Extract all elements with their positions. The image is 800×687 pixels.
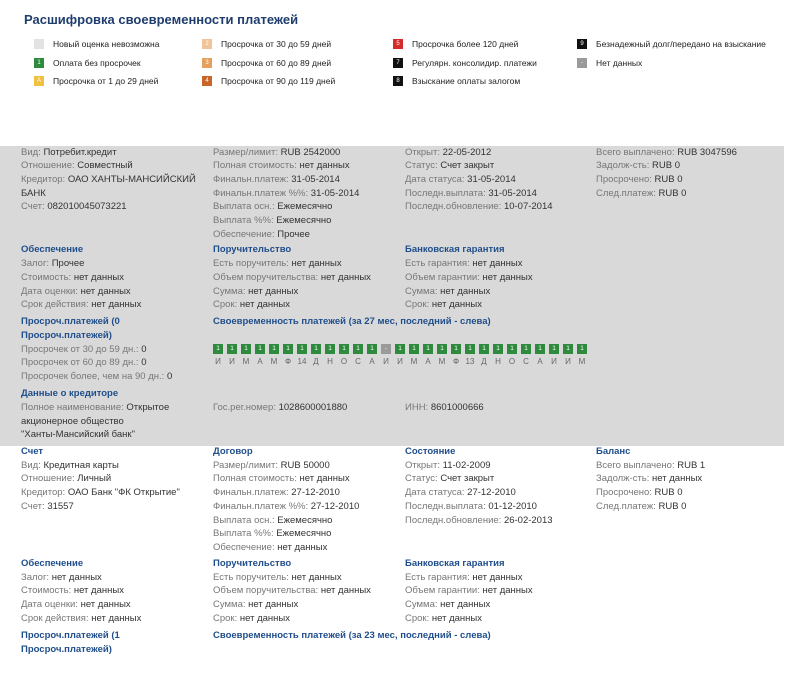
acc1-total-paid: Всего выплачено: RUB 3047596 (596, 147, 737, 158)
month-label: И (229, 357, 235, 366)
month-label: М (578, 357, 586, 366)
payment-status-cell: - (381, 344, 391, 354)
acc2-account: Счет: 31557 (21, 501, 74, 512)
acc1-overdue-60-89: Просрочек от 60 до 89 дн.: 0 (21, 357, 147, 368)
acc1-creditor-cont: БАНК (21, 188, 46, 199)
acc1-overdue-90: Просрочек более, чем на 90 дн.: 0 (21, 371, 173, 382)
month-label: 14 (297, 357, 307, 366)
acc1-creditor-fullname-cont: акционерное общество (21, 416, 124, 427)
acc1-creditor-inn: ИНН: 8601000666 (405, 402, 484, 413)
acc2-bank-term: Срок: нет данных (405, 613, 482, 624)
month-label: Д (313, 357, 319, 366)
payment-status-cell: 1 (241, 344, 251, 354)
legend-swatch: 1 (34, 58, 44, 68)
payment-status-cell: 1 (479, 344, 489, 354)
acc1-debt: Задолж-сть: RUB 0 (596, 160, 681, 171)
legend-item (202, 38, 331, 50)
payment-status-cell: 1 (283, 344, 293, 354)
acc2-last-payment: Последн.выплата: 01-12-2010 (405, 501, 537, 512)
legend-swatch: 5 (393, 39, 403, 49)
month-label: М (410, 357, 418, 366)
legend-swatch: - (577, 58, 587, 68)
month-label: О (340, 357, 348, 366)
legend-item (393, 75, 520, 87)
month-label: Д (481, 357, 487, 366)
acc1-guarantee-volume: Объем поручительства: нет данных (213, 272, 371, 283)
payment-status-cell: 1 (451, 344, 461, 354)
month-label: О (508, 357, 516, 366)
acc2-bank-sum: Сумма: нет данных (405, 599, 491, 610)
acc1-timeliness-header: Своевременность платежей (за 27 мес, последний - слева) (213, 316, 491, 327)
acc2-guarantor: Есть поручитель: нет данных (213, 572, 342, 583)
payment-status-cell: 1 (255, 344, 265, 354)
payment-status-cell: 1 (577, 344, 587, 354)
acc2-overdue-header-cont: Просроч.платежей) (21, 644, 112, 655)
acc1-full-cost: Полная стоимость: нет данных (213, 160, 350, 171)
legend-label: Просрочка от 90 до 119 дней (221, 76, 336, 86)
acc1-overdue-header: Просроч.платежей (0 (21, 316, 120, 327)
month-label: М (242, 357, 250, 366)
acc1-collateral-pledge: Залог: Прочее (21, 258, 85, 269)
acc2-guarantee-header: Поручительство (213, 558, 292, 569)
legend-swatch: 7 (393, 58, 403, 68)
payment-status-cell: 1 (493, 344, 503, 354)
legend-label: Безнадежный долг/передано на взыскание (596, 39, 766, 49)
acc1-collateral-date: Дата оценки: нет данных (21, 286, 131, 297)
page-title: Расшифровка своевременности платежей (24, 12, 299, 27)
acc2-next-payment: След.платеж: RUB 0 (596, 501, 687, 512)
acc1-principal-payout: Выплата осн.: Ежемесячно (213, 201, 333, 212)
acc1-interest-payout: Выплата %%: Ежемесячно (213, 215, 332, 226)
acc2-relation: Отношение: Личный (21, 473, 112, 484)
legend-label: Просрочка от 1 до 29 дней (53, 76, 159, 86)
acc1-guarantee-header: Поручительство (213, 244, 292, 255)
acc1-relation: Отношение: Совместный (21, 160, 133, 171)
month-label: М (270, 357, 278, 366)
acc2-bank-exists: Есть гарантия: нет данных (405, 572, 523, 583)
legend-item (577, 57, 642, 69)
legend-item (202, 57, 331, 69)
acc1-type: Вид: Потребит.кредит (21, 147, 117, 158)
payment-status-cell: 1 (409, 344, 419, 354)
legend-swatch: 8 (393, 76, 403, 86)
acc2-bank-volume: Объем гарантии: нет данных (405, 585, 533, 596)
acc2-limit: Размер/лимит: RUB 50000 (213, 460, 330, 471)
acc2-bank-header: Банковская гарантия (405, 558, 505, 569)
acc2-final-payment: Финальн.платеж: 27-12-2010 (213, 487, 340, 498)
acc2-principal-payout: Выплата осн.: Ежемесячно (213, 515, 333, 526)
acc2-collateral-header: Обеспечение (21, 558, 84, 569)
acc1-final-payment-pct: Финальн.платеж %%: 31-05-2014 (213, 188, 360, 199)
acc1-final-payment: Финальн.платеж: 31-05-2014 (213, 174, 340, 185)
legend-label: Оплата без просрочек (53, 58, 141, 68)
acc2-interest-payout: Выплата %%: Ежемесячно (213, 528, 332, 539)
acc1-last-payment: Последн.выплата: 31-05-2014 (405, 188, 537, 199)
legend-label: Новый оценка невозможна (53, 39, 160, 49)
payment-status-cell: 1 (423, 344, 433, 354)
acc2-status: Статус: Счет закрыт (405, 473, 495, 484)
acc1-security: Обеспечение: Прочее (213, 229, 310, 240)
payment-status-cell: 1 (549, 344, 559, 354)
acc2-guarantee-volume: Объем поручительства: нет данных (213, 585, 371, 596)
month-label: А (257, 357, 263, 366)
legend-label: Нет данных (596, 58, 643, 68)
acc1-limit: Размер/лимит: RUB 2542000 (213, 147, 341, 158)
acc2-guarantee-sum: Сумма: нет данных (213, 599, 299, 610)
legend-label: Просрочка от 30 до 59 дней (221, 39, 332, 49)
payment-status-cell: 1 (563, 344, 573, 354)
acc2-timeliness-header: Своевременность платежей (за 23 мес, последний - слева) (213, 630, 491, 641)
legend-label: Просрочка от 60 до 89 дней (221, 58, 332, 68)
acc1-overdue-header-cont: Просроч.платежей) (21, 330, 112, 341)
acc2-opened: Открыт: 11-02-2009 (405, 460, 491, 471)
legend-swatch: 9 (577, 39, 587, 49)
acc2-balance-header: Баланс (596, 446, 631, 457)
acc2-collateral-value: Стоимость: нет данных (21, 585, 124, 596)
acc1-creditor-fullname-cont2: "Ханты-Мансийский банк" (21, 429, 135, 440)
acc1-account: Счет: 082010045073221 (21, 201, 127, 212)
legend-swatch: A (34, 76, 44, 86)
month-label: Ф (284, 357, 292, 366)
payment-status-cell: 1 (395, 344, 405, 354)
payment-status-cell: 1 (269, 344, 279, 354)
legend-item (202, 75, 335, 87)
payment-status-cell: 1 (353, 344, 363, 354)
month-label: И (215, 357, 221, 366)
legend-item (34, 57, 141, 69)
month-label: С (355, 357, 361, 366)
legend-swatch: 3 (202, 58, 212, 68)
legend-label: Просрочка более 120 дней (412, 39, 519, 49)
month-label: А (537, 357, 543, 366)
acc1-overdue: Просрочено: RUB 0 (596, 174, 683, 185)
acc1-creditor-fullname: Полное наименование: Открытое (21, 402, 170, 413)
payment-status-cell: 1 (339, 344, 349, 354)
acc1-collateral-header: Обеспечение (21, 244, 84, 255)
payment-status-cell: 1 (213, 344, 223, 354)
acc1-creditor-header: Данные о кредиторе (21, 388, 119, 399)
payment-status-cell: 1 (311, 344, 321, 354)
legend-label: Взыскание оплаты залогом (412, 76, 521, 86)
acc2-contract-header: Договор (213, 446, 253, 457)
acc2-creditor: Кредитор: ОАО Банк "ФК Открытие" (21, 487, 180, 498)
legend-swatch: 4 (202, 76, 212, 86)
acc2-final-payment-pct: Финальн.платеж %%: 27-12-2010 (213, 501, 360, 512)
payment-status-cell: 1 (437, 344, 447, 354)
legend-item (393, 57, 537, 69)
payment-status-cell: 1 (465, 344, 475, 354)
acc1-bank-sum: Сумма: нет данных (405, 286, 491, 297)
acc2-security: Обеспечение: нет данных (213, 542, 328, 553)
acc2-guarantee-term: Срок: нет данных (213, 613, 290, 624)
acc1-overdue-30-59: Просрочек от 30 до 59 дн.: 0 (21, 344, 147, 355)
acc2-full-cost: Полная стоимость: нет данных (213, 473, 350, 484)
legend-item (34, 38, 159, 50)
acc1-status: Статус: Счет закрыт (405, 160, 495, 171)
month-labels-row (213, 357, 587, 366)
month-label: А (425, 357, 431, 366)
month-label: И (383, 357, 389, 366)
acc1-bank-exists: Есть гарантия: нет данных (405, 258, 523, 269)
legend-item (393, 38, 518, 50)
acc1-collateral-term: Срок действия: нет данных (21, 299, 142, 310)
acc1-opened: Открыт: 22-05-2012 (405, 147, 492, 158)
payment-history-row (213, 344, 587, 354)
acc2-collateral-term: Срок действия: нет данных (21, 613, 142, 624)
acc1-last-update: Последн.обновление: 10-07-2014 (405, 201, 553, 212)
payment-status-cell: 1 (227, 344, 237, 354)
acc1-bank-term: Срок: нет данных (405, 299, 482, 310)
acc2-collateral-pledge: Залог: нет данных (21, 572, 102, 583)
acc1-creditor-regnum: Гос.рег.номер: 1028600001880 (213, 402, 348, 413)
acc2-debt: Задолж-сть: нет данных (596, 473, 703, 484)
legend-swatch (34, 39, 44, 49)
acc1-next-payment: След.платеж: RUB 0 (596, 188, 687, 199)
acc1-creditor: Кредитор: ОАО ХАНТЫ-МАНСИЙСКИЙ (21, 174, 196, 185)
acc2-collateral-date: Дата оценки: нет данных (21, 599, 131, 610)
acc1-collateral-value: Стоимость: нет данных (21, 272, 124, 283)
payment-status-cell: 1 (507, 344, 517, 354)
month-label: Ф (452, 357, 460, 366)
acc2-total-paid: Всего выплачено: RUB 1 (596, 460, 706, 471)
acc1-guarantor: Есть поручитель: нет данных (213, 258, 342, 269)
payment-status-cell: 1 (297, 344, 307, 354)
legend-item (34, 75, 158, 87)
acc2-account-header: Счет (21, 446, 44, 457)
acc2-overdue-header: Просроч.платежей (1 (21, 630, 120, 641)
month-label: М (438, 357, 446, 366)
month-label: 13 (465, 357, 475, 366)
month-label: И (565, 357, 571, 366)
acc1-status-date: Дата статуса: 31-05-2014 (405, 174, 516, 185)
payment-status-cell: 1 (535, 344, 545, 354)
month-label: Н (495, 357, 501, 366)
acc1-bank-volume: Объем гарантии: нет данных (405, 272, 533, 283)
acc2-status-date: Дата статуса: 27-12-2010 (405, 487, 516, 498)
payment-status-cell: 1 (325, 344, 335, 354)
acc1-guarantee-sum: Сумма: нет данных (213, 286, 299, 297)
payment-status-cell: 1 (521, 344, 531, 354)
acc2-last-update: Последн.обновление: 26-02-2013 (405, 515, 553, 526)
acc2-state-header: Состояние (405, 446, 456, 457)
acc1-guarantee-term: Срок: нет данных (213, 299, 290, 310)
acc2-type: Вид: Кредитная карты (21, 460, 119, 471)
month-label: И (397, 357, 403, 366)
month-label: А (369, 357, 375, 366)
acc1-bank-header: Банковская гарантия (405, 244, 505, 255)
month-label: И (551, 357, 557, 366)
legend-swatch: 2 (202, 39, 212, 49)
month-label: Н (327, 357, 333, 366)
acc2-overdue: Просрочено: RUB 0 (596, 487, 683, 498)
legend-label: Регулярн. консолидир. платежи (412, 58, 537, 68)
month-label: С (523, 357, 529, 366)
legend-item (577, 38, 766, 50)
payment-status-cell: 1 (367, 344, 377, 354)
